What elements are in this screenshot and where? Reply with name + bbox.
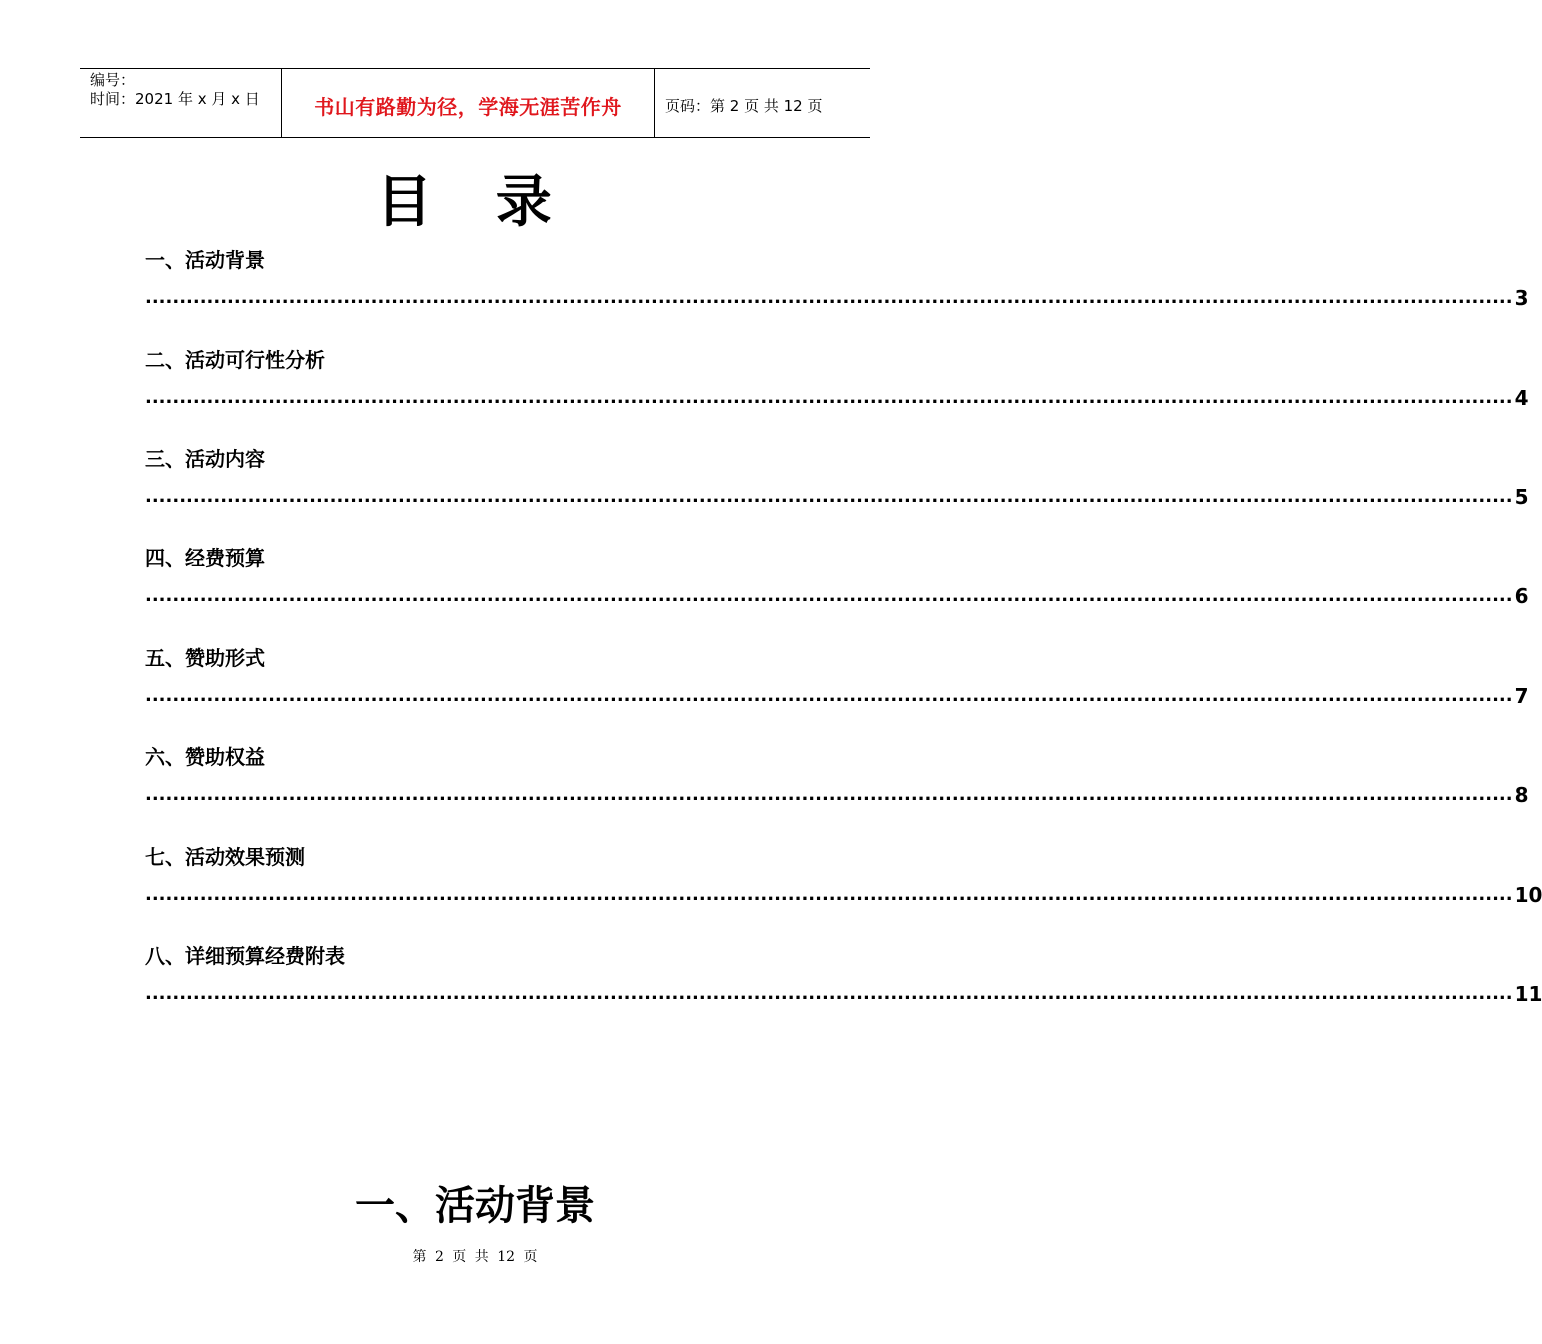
header-date: 时间：2021 年 x 月 x 日 xyxy=(90,90,260,108)
dot-leader: ........................................................................................................................................................................................................ xyxy=(145,983,1513,1004)
toc-entry[interactable] xyxy=(145,347,1529,410)
dot-leader: ........................................................................................................................................................................................................ xyxy=(145,387,1513,408)
toc-entry[interactable] xyxy=(145,446,1529,509)
toc-entry[interactable] xyxy=(145,247,1529,310)
toc-entry-leader xyxy=(145,386,1529,410)
toc-entry[interactable] xyxy=(145,844,1542,907)
toc-entry-heading: 四、经费预算 xyxy=(145,546,265,570)
toc-entry-page: 6 xyxy=(1514,584,1529,608)
toc-entry-heading: 七、活动效果预测 xyxy=(145,845,305,869)
toc-entry-heading: 八、详细预算经费附表 xyxy=(145,944,345,968)
toc-entry-leader xyxy=(145,485,1529,509)
toc-entry-page: 5 xyxy=(1514,485,1529,509)
page-header xyxy=(80,68,870,138)
toc-entry[interactable] xyxy=(145,645,1529,708)
toc-entry-heading: 三、活动内容 xyxy=(145,447,265,471)
toc-entry-leader xyxy=(145,584,1529,608)
page-footer: 第 2 页 共 12 页 xyxy=(412,1249,538,1265)
toc-entry-page: 4 xyxy=(1514,386,1529,410)
toc-entry-leader xyxy=(145,286,1529,310)
dot-leader: ........................................................................................................................................................................................................ xyxy=(145,486,1513,507)
toc-entry-page: 11 xyxy=(1514,982,1542,1006)
toc-entry-page: 7 xyxy=(1514,684,1529,708)
dot-leader: ........................................................................................................................................................................................................ xyxy=(145,685,1513,706)
toc-entry[interactable] xyxy=(145,744,1529,807)
toc-entry-page: 8 xyxy=(1514,783,1529,807)
toc-entry-heading: 六、赞助权益 xyxy=(145,745,265,769)
header-motto-cell xyxy=(282,69,655,137)
toc-entry-heading: 二、活动可行性分析 xyxy=(145,348,325,372)
dot-leader: ........................................................................................................................................................................................................ xyxy=(145,585,1513,606)
toc-entry-leader xyxy=(145,783,1529,807)
header-motto: 书山有路勤为径，学海无涯苦作舟 xyxy=(314,94,622,119)
toc-entry-page: 10 xyxy=(1514,883,1542,907)
toc-entry[interactable] xyxy=(145,943,1542,1006)
toc-entry-heading: 一、活动背景 xyxy=(145,248,265,272)
toc-entry-heading: 五、赞助形式 xyxy=(145,646,265,670)
section-title: 一、活动背景 xyxy=(355,1183,595,1229)
dot-leader: ........................................................................................................................................................................................................ xyxy=(145,784,1513,805)
dot-leader: ........................................................................................................................................................................................................ xyxy=(145,287,1513,308)
toc-entry[interactable] xyxy=(145,545,1529,608)
toc-entry-page: 3 xyxy=(1514,286,1529,310)
header-number: 编号： xyxy=(90,71,136,89)
toc-entry-leader xyxy=(145,982,1542,1006)
dot-leader: ........................................................................................................................................................................................................ xyxy=(145,884,1513,905)
toc-entry-leader xyxy=(145,684,1529,708)
header-meta xyxy=(80,69,282,137)
toc-title: 目 录 xyxy=(376,170,574,235)
header-page-info: 页码：第 2 页 共 12 页 xyxy=(665,96,823,115)
toc-entry-leader xyxy=(145,883,1542,907)
